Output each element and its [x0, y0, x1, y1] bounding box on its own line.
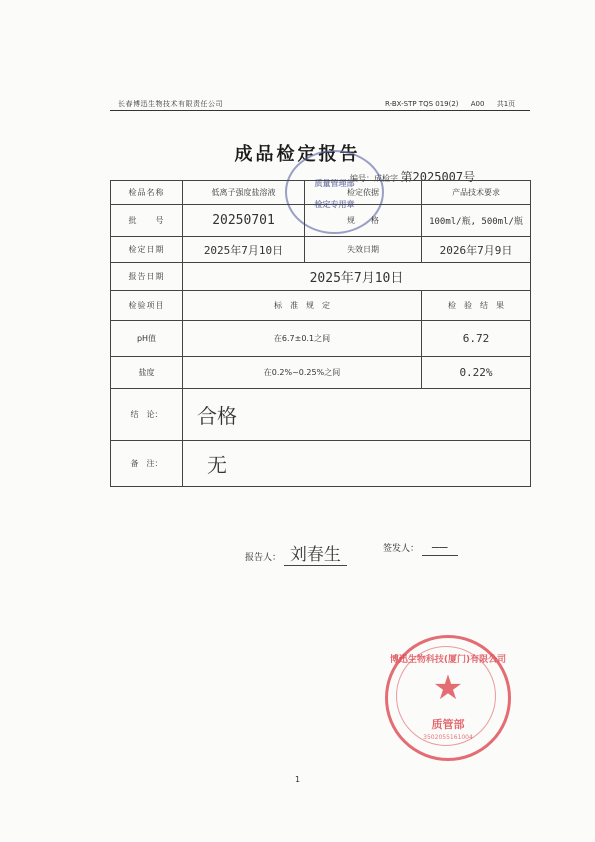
expiry-label: 失效日期 — [305, 237, 422, 263]
page-title: 成品检定报告 — [234, 144, 361, 165]
reporter-name: 刘春生 — [284, 545, 347, 566]
page-number: 1 — [294, 775, 301, 784]
standard-salinity: 在0.2%~0.25%之间 — [183, 357, 422, 389]
remarks-label: 备 注： — [111, 441, 183, 487]
item-salinity: 盐度 — [111, 357, 183, 389]
star-icon: ★ — [432, 668, 464, 708]
report-date-label: 报告日期 — [111, 263, 183, 291]
doc-no-prefix: 编号：成检字 — [350, 174, 398, 183]
table-row — [111, 181, 531, 205]
table-row — [111, 357, 531, 389]
basis-label: 检定依据 — [305, 181, 422, 205]
table-row — [111, 291, 531, 321]
report-table — [110, 180, 531, 487]
test-date: 2025年7月10日 — [183, 237, 305, 263]
company-stamp-dept: 质管部 — [431, 718, 465, 731]
table-row — [111, 321, 531, 357]
reporter-label: 报告人： — [245, 553, 282, 563]
issuer-label: 签发人： — [383, 544, 420, 554]
result-ph: 6.72 — [422, 321, 531, 357]
item-ph: pH值 — [111, 321, 183, 357]
table-row — [111, 441, 531, 487]
product-name: 低离子强度盐溶液 — [183, 181, 305, 205]
header-pages: 共1页 — [496, 100, 516, 108]
expiry-date: 2026年7月9日 — [422, 237, 531, 263]
spec-req-label: 产品技术要求 — [422, 181, 531, 205]
company-stamp-number: 3502055161004 — [423, 734, 473, 741]
qc-stamp-line2: 检定专用章 — [314, 200, 355, 209]
result-header: 检 验 结 果 — [422, 291, 531, 321]
spec-label: 规 格 — [305, 205, 422, 237]
header-divider — [110, 110, 530, 111]
table-row — [111, 237, 531, 263]
header-company: 长春博迅生物技术有限责任公司 — [118, 100, 223, 108]
result-salinity: 0.22% — [422, 357, 531, 389]
company-stamp-name: 博迅生物科技(厦门)有限公司 — [389, 655, 507, 665]
item-header: 检验项目 — [111, 291, 183, 321]
header-doc-code: R-BX-STP TQS 019(2) — [385, 100, 459, 108]
qc-stamp-line1: 质量管理部 — [314, 179, 355, 188]
issuer-name: —— — [422, 540, 458, 556]
header-version: A00 — [470, 100, 485, 108]
conclusion-label: 结 论： — [111, 389, 183, 441]
conclusion: 合格 — [183, 389, 531, 441]
standard-header: 标 准 规 定 — [183, 291, 422, 321]
batch-number: 20250701 — [183, 205, 305, 237]
table-row — [111, 205, 531, 237]
batch-label: 批 号 — [111, 205, 183, 237]
header-doc-info — [385, 99, 525, 109]
product-name-label: 检品名称 — [111, 181, 183, 205]
doc-no-number: 第2025007号 — [400, 170, 476, 184]
spec-value: 100ml/瓶, 500ml/瓶 — [422, 205, 531, 237]
standard-ph: 在6.7±0.1之间 — [183, 321, 422, 357]
company-stamp — [385, 635, 511, 761]
table-row — [111, 389, 531, 441]
reporter-signature — [245, 540, 347, 565]
test-date-label: 检定日期 — [111, 237, 183, 263]
issuer-signature — [383, 540, 458, 555]
table-row — [111, 263, 531, 291]
report-date: 2025年7月10日 — [183, 263, 531, 291]
remarks: 无 — [183, 441, 531, 487]
